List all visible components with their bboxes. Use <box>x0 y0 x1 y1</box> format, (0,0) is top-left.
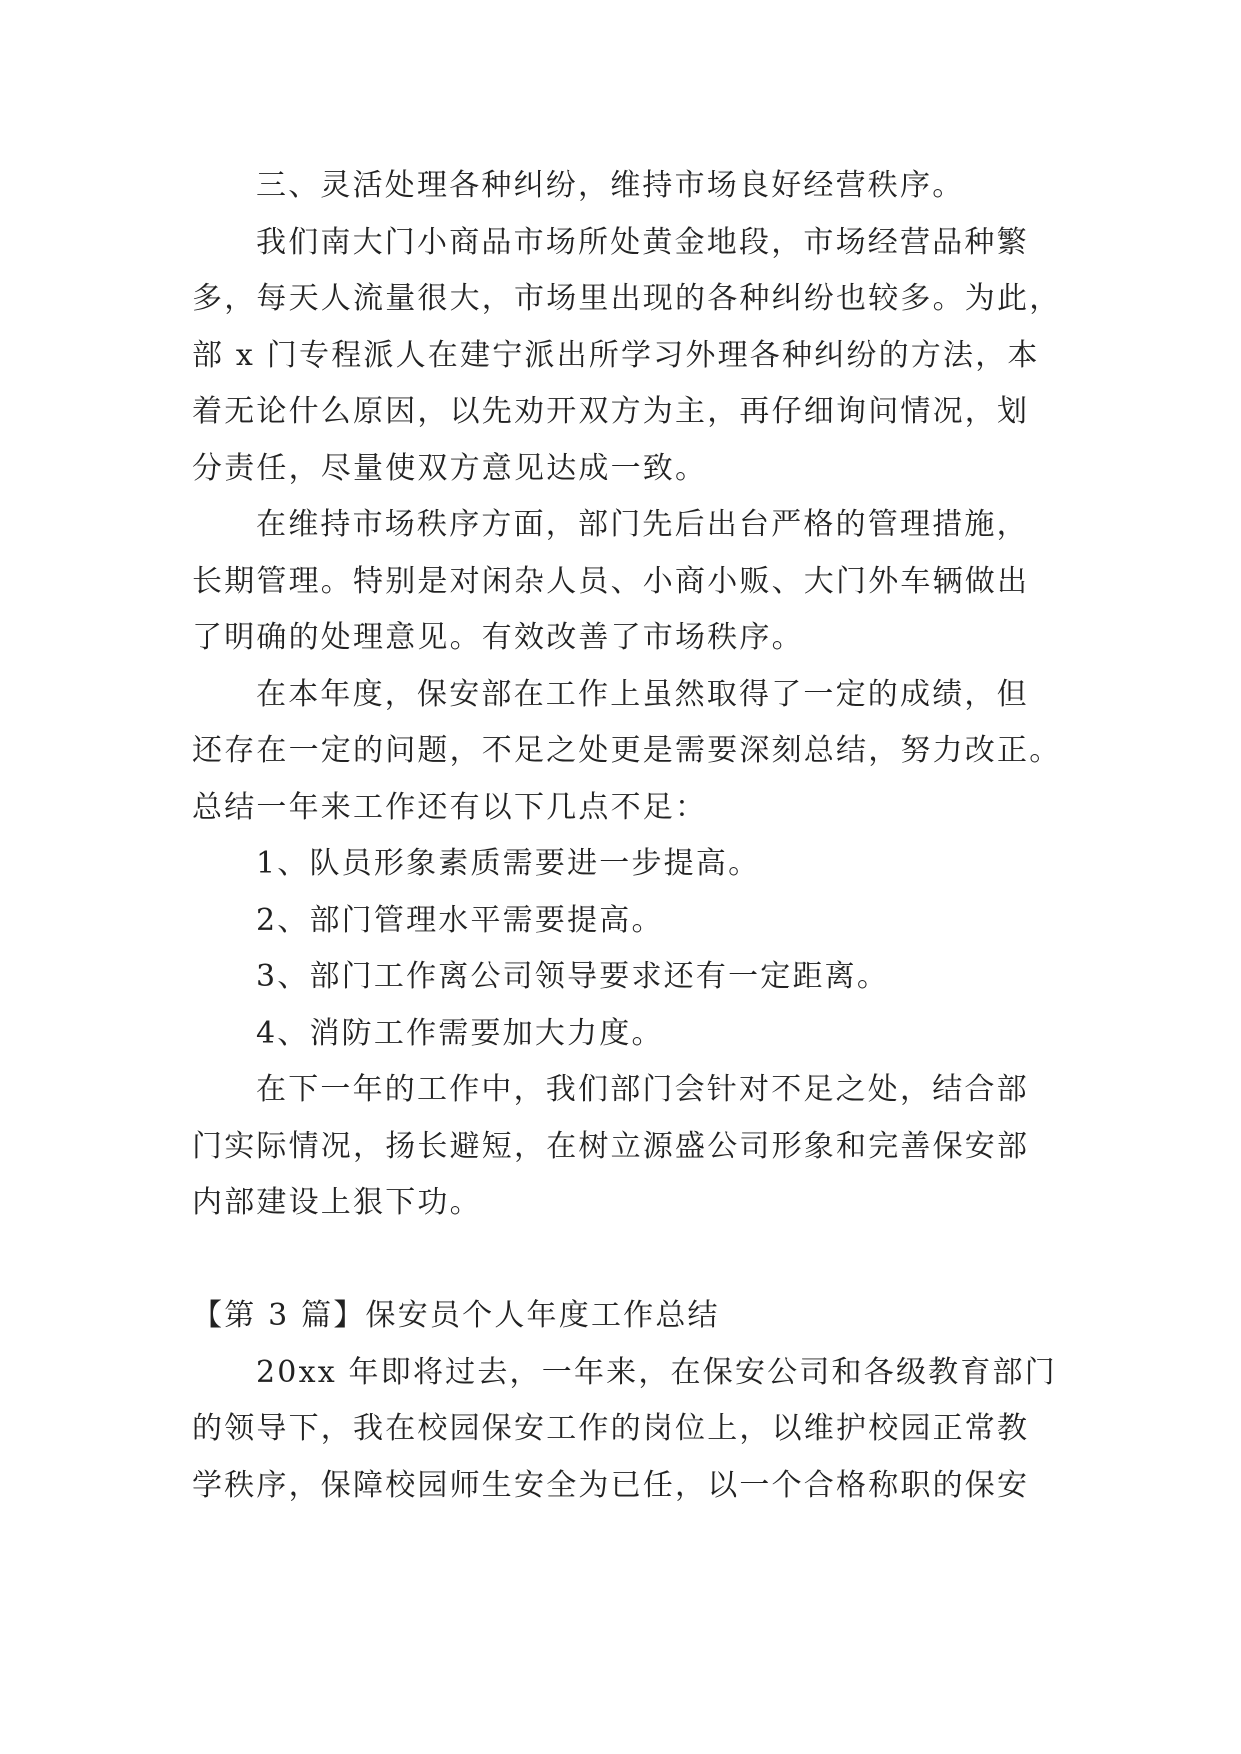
paragraph-line: 学秩序，保障校园师生安全为已任，以一个合格称职的保安 <box>192 1467 1030 1503</box>
paragraph-line: 多，每天人流量很大，市场里出现的各种纠纷也较多。为此， <box>192 281 1062 316</box>
paragraph-line: 的领导下，我在校园保安工作的岗位上，以维护校园正常教 <box>192 1411 1030 1446</box>
paragraph-line: 在下一年的工作中，我们部门会针对不足之处，结合部 <box>256 1072 1029 1107</box>
list-item: 4、消防工作需要加大力度。 <box>256 1015 664 1051</box>
list-item: 2、部门管理水平需要提高。 <box>256 902 664 938</box>
paragraph-line: 内部建设上狠下功。 <box>192 1185 482 1220</box>
paragraph-line: 在本年度，保安部在工作上虽然取得了一定的成绩，但 <box>256 676 1029 712</box>
section-heading-three: 三、灵活处理各种纠纷，维持市场良好经营秩序。 <box>256 168 965 203</box>
paragraph-line: 了明确的处理意见。有效改善了市场秩序。 <box>192 620 804 655</box>
paragraph-line: 我们南大门小商品市场所处黄金地段，市场经营品种繁 <box>256 224 1029 260</box>
paragraph-line: 20xx 年即将过去，一年来，在保安公司和各级教育部门 <box>256 1354 1057 1390</box>
article-heading: 【第 3 篇】保安员个人年度工作总结 <box>192 1298 720 1333</box>
paragraph-line: 部 x 门专程派人在建宁派出所学习外理各种纠纷的方法，本 <box>192 337 1040 373</box>
list-item: 3、部门工作离公司领导要求还有一定距离。 <box>256 959 890 994</box>
paragraph-line: 门实际情况，扬长避短，在树立源盛公司形象和完善保安部 <box>192 1128 1030 1164</box>
document-body <box>192 158 1064 1514</box>
paragraph-line: 还存在一定的问题，不足之处更是需要深刻总结，努力改正。 <box>192 733 1062 768</box>
blank-line <box>192 1232 1064 1289</box>
paragraph-line: 分责任，尽量使双方意见达成一致。 <box>192 450 708 486</box>
list-item: 1、队员形象素质需要进一步提高。 <box>256 846 761 881</box>
paragraph-line: 着无论什么原因，以先劝开双方为主，再仔细询问情况，划 <box>192 394 1030 429</box>
paragraph-line: 在维持市场秩序方面，部门先后出台严格的管理措施， <box>256 507 1029 542</box>
paragraph-line: 总结一年来工作还有以下几点不足： <box>192 789 708 825</box>
paragraph-line: 长期管理。特别是对闲杂人员、小商小贩、大门外车辆做出 <box>192 563 1030 599</box>
